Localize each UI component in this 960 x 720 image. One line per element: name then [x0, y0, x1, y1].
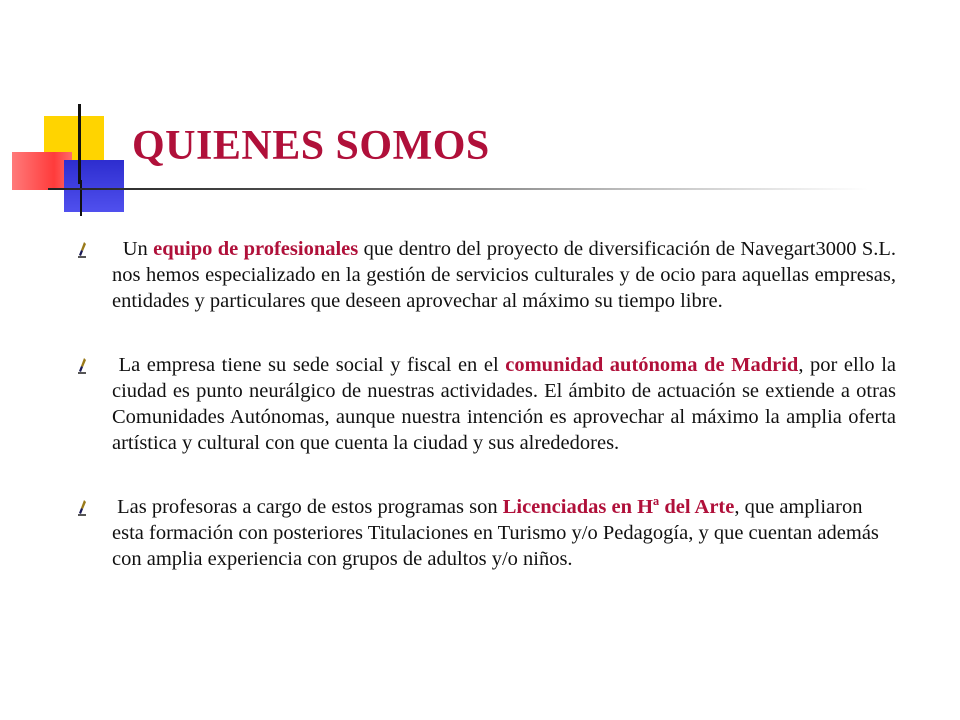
quill-bullet-icon: [78, 500, 88, 516]
content-list: [78, 236, 896, 610]
paragraph-3: [112, 494, 896, 572]
paragraph-text: Las profesoras a cargo de estos programas son: [117, 496, 503, 518]
paragraph-text: Un: [122, 238, 154, 260]
logo-blue-square: [64, 160, 124, 212]
list-item: [78, 494, 896, 572]
logo-vertical-line-bottom: [80, 180, 82, 216]
list-item: [78, 236, 896, 314]
logo-red-square: [12, 152, 72, 190]
quill-bullet-icon: [78, 242, 88, 258]
paragraph-1: [112, 236, 896, 314]
title-underline: [48, 188, 868, 190]
quill-bullet-icon: [78, 358, 88, 374]
paragraph-indent: [112, 238, 123, 260]
paragraph-text: que dentro del proyecto de diversificación de Navegart3000 S.L. nos hemos especializado en la gestión de servicios culturales y de ocio para aquellas empresas, entidades y particulares que deseen aprovechar al máximo su tiempo libre.: [112, 238, 897, 312]
logo-vertical-line-top: [78, 104, 81, 184]
paragraph-indent: [112, 354, 119, 376]
paragraph-highlight: comunidad autónoma de Madrid: [505, 354, 799, 376]
paragraph-text: , que ampliaron esta formación con posteriores Titulaciones en Turismo y/o Pedagogía, y que cuentan además con amplia experiencia con grupos de adultos y/o niños.: [112, 496, 879, 570]
paragraph-text: , por ello la ciudad es punto neurálgico de nuestras actividades. El ámbito de actuación se extiende a otras Comunidades Autónomas, aunque nuestra intención es aprovechar al máximo la amplia oferta artística y cultural con que cuenta la ciudad y sus alrededores.: [112, 354, 897, 454]
paragraph-highlight: equipo de profesionales: [153, 238, 359, 260]
list-item: [78, 352, 896, 456]
page-title: QUIENES SOMOS: [132, 123, 490, 169]
color-squares-logo: [0, 0, 140, 230]
paragraph-highlight: Licenciadas en Hª del Arte: [502, 496, 735, 518]
paragraph-text: La empresa tiene su sede social y fiscal en el: [118, 354, 506, 376]
paragraph-2: [112, 352, 896, 456]
